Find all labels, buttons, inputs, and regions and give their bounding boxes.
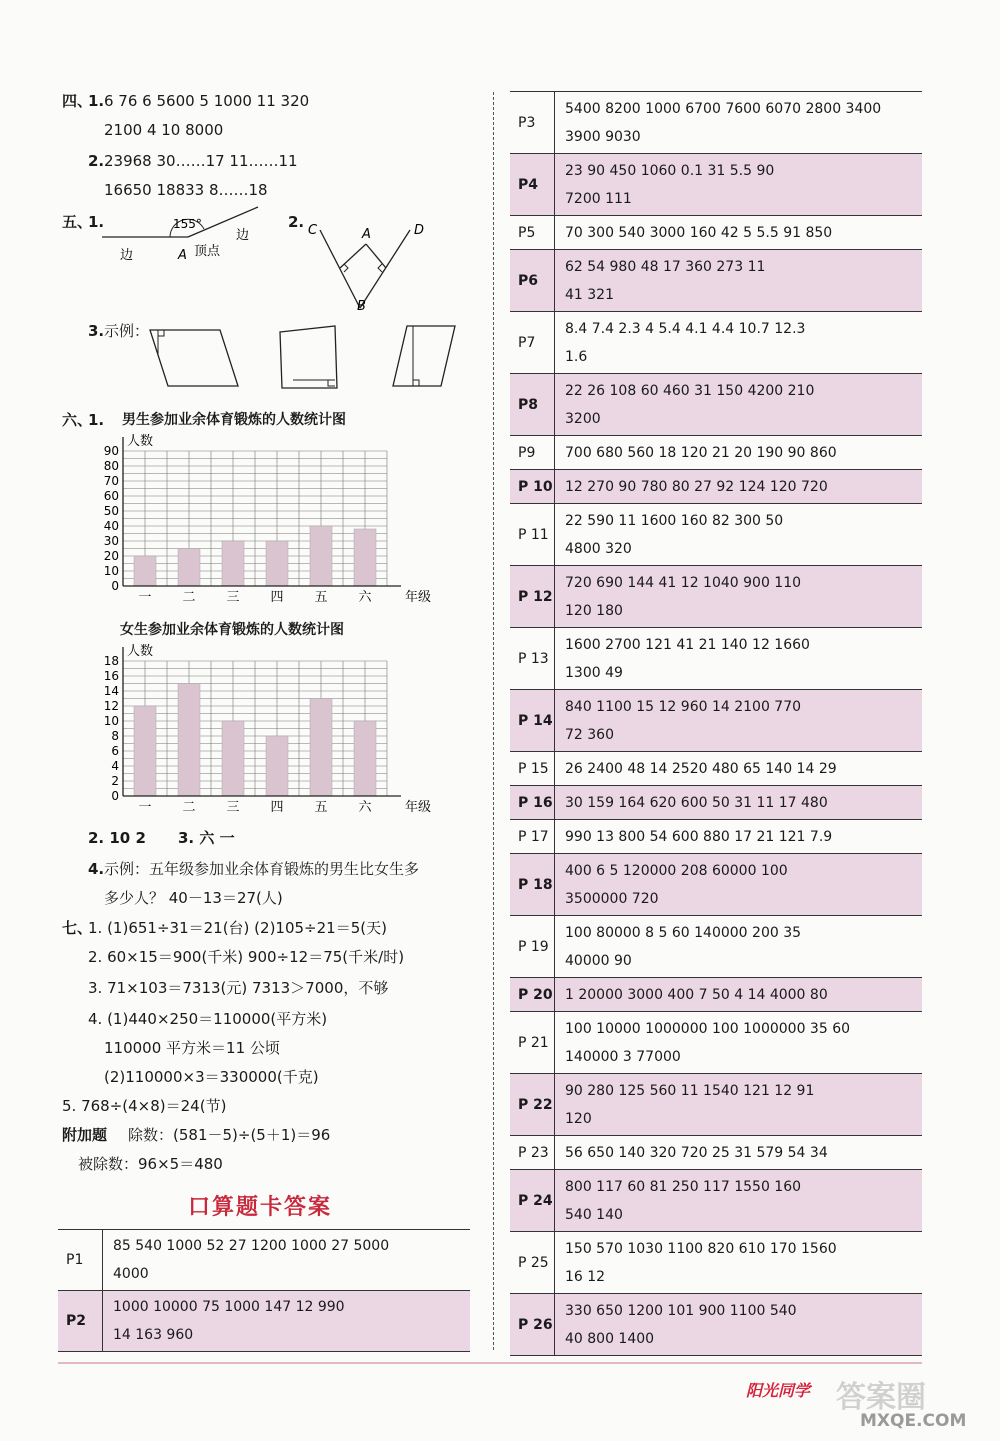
s4-q2-answer-line1: 23968 30……17 11……11 bbox=[104, 152, 298, 170]
point-b: B bbox=[357, 299, 366, 314]
values-cell: 22 26 108 60 460 31 150 4200 210 3200 bbox=[555, 374, 923, 436]
page-cell: P 26 bbox=[510, 1294, 555, 1356]
y-tick-label: 12 bbox=[103, 699, 119, 713]
oral-answers-title: 口算题卡答案 bbox=[188, 1194, 333, 1220]
table-row bbox=[510, 1074, 922, 1136]
x-tick-label: 一 bbox=[138, 590, 152, 605]
table-row bbox=[510, 92, 922, 154]
table-row bbox=[510, 1232, 922, 1294]
table-row bbox=[510, 374, 922, 436]
column-divider bbox=[493, 92, 494, 1350]
table-row bbox=[510, 216, 922, 250]
page-cell: P 22 bbox=[510, 1074, 555, 1136]
x-axis-label: 年级 bbox=[405, 800, 432, 815]
bar-一 bbox=[134, 706, 156, 796]
oral-table-right bbox=[510, 91, 922, 1356]
y-tick-label: 80 bbox=[103, 459, 119, 473]
chart2-title: 女生参加业余体育锻炼的人数统计图 bbox=[120, 622, 344, 638]
section-4-label: 四、 bbox=[62, 92, 93, 110]
values-cell: 30 159 164 620 600 50 31 11 17 480 bbox=[555, 786, 923, 820]
x-tick-label: 四 bbox=[270, 800, 284, 815]
y-tick-label: 0 bbox=[111, 579, 119, 593]
bar-六 bbox=[354, 721, 376, 796]
y-tick-label: 10 bbox=[103, 564, 119, 578]
table-row bbox=[58, 1230, 470, 1291]
page-cell: P 25 bbox=[510, 1232, 555, 1294]
values-cell: 700 680 560 18 120 21 20 190 90 860 bbox=[555, 436, 923, 470]
y-tick-label: 70 bbox=[103, 474, 119, 488]
point-a: A bbox=[362, 227, 371, 242]
x-tick-label: 五 bbox=[314, 800, 328, 815]
table-row bbox=[510, 312, 922, 374]
bar-三 bbox=[222, 541, 244, 586]
values-cell: 1 20000 3000 400 7 50 4 14 4000 80 bbox=[555, 978, 923, 1012]
values-cell: 23 90 450 1060 0.1 31 5.5 90 7200 111 bbox=[555, 154, 923, 216]
y-tick-label: 50 bbox=[103, 504, 119, 518]
page-cell: P7 bbox=[510, 312, 555, 374]
values-cell: 26 2400 48 14 2520 480 65 140 14 29 bbox=[555, 752, 923, 786]
values-cell: 56 650 140 320 720 25 31 579 54 34 bbox=[555, 1136, 923, 1170]
s6-q4-line1: 示例：五年级参加业余体育锻炼的男生比女生多 bbox=[104, 860, 420, 878]
s5-q1-number: 1. bbox=[88, 213, 105, 231]
s6-q1-number: 1. bbox=[88, 411, 105, 429]
page-cell: P 21 bbox=[510, 1012, 555, 1074]
values-cell: 90 280 125 560 11 1540 121 12 91 120 bbox=[555, 1074, 923, 1136]
height-examples-figure bbox=[145, 322, 465, 394]
chart1-title: 男生参加业余体育锻炼的人数统计图 bbox=[122, 412, 346, 428]
page-cell: P2 bbox=[58, 1291, 103, 1352]
bar-三 bbox=[222, 721, 244, 796]
table-row bbox=[510, 1294, 922, 1356]
s6-q4-line2: 多少人？ 40－13＝27(人) bbox=[104, 889, 283, 907]
s7-q3: 3. 71×103＝7313(元) 7313＞7000，不够 bbox=[88, 979, 389, 997]
perpendicular-figure bbox=[300, 218, 440, 314]
s7-q4-line1: 4. (1)440×250＝110000(平方米) bbox=[88, 1010, 328, 1028]
x-tick-label: 五 bbox=[314, 590, 328, 605]
page-cell: P8 bbox=[510, 374, 555, 436]
extra-line1: 除数：(581－5)÷(5＋1)＝96 bbox=[128, 1126, 331, 1144]
y-tick-label: 8 bbox=[111, 729, 119, 743]
page-cell: P 11 bbox=[510, 504, 555, 566]
y-axis-label: 人数 bbox=[127, 434, 154, 449]
x-tick-label: 三 bbox=[226, 800, 240, 815]
page-cell: P 17 bbox=[510, 820, 555, 854]
section-6-label: 六、 bbox=[62, 411, 93, 429]
page-cell: P 16 bbox=[510, 786, 555, 820]
values-cell: 8.4 7.4 2.3 4 5.4 4.1 4.4 10.7 12.3 1.6 bbox=[555, 312, 923, 374]
bar-一 bbox=[134, 556, 156, 586]
table-row bbox=[510, 436, 922, 470]
y-tick-label: 14 bbox=[103, 684, 119, 698]
values-cell: 5400 8200 1000 6700 7600 6070 2800 3400 3900 9030 bbox=[555, 92, 923, 154]
bar-五 bbox=[310, 699, 332, 797]
page-cell: P 15 bbox=[510, 752, 555, 786]
values-cell: 22 590 11 1600 160 82 300 50 4800 320 bbox=[555, 504, 923, 566]
table-row bbox=[510, 628, 922, 690]
table-row bbox=[510, 154, 922, 216]
table-row bbox=[510, 752, 922, 786]
point-d: D bbox=[414, 223, 425, 238]
values-cell: 12 270 90 780 80 27 92 124 120 720 bbox=[555, 470, 923, 504]
extra-label: 附加题 bbox=[62, 1126, 108, 1144]
page-cell: P 12 bbox=[510, 566, 555, 628]
table-row bbox=[510, 250, 922, 312]
watermark-url: MXQE.COM bbox=[860, 1411, 967, 1431]
table-row bbox=[510, 690, 922, 752]
section-5-label: 五、 bbox=[62, 213, 93, 231]
s7-q5: 5. 768÷(4×8)＝24(节) bbox=[62, 1097, 227, 1115]
y-tick-label: 18 bbox=[103, 654, 119, 668]
page-cell: P9 bbox=[510, 436, 555, 470]
page-cell: P 20 bbox=[510, 978, 555, 1012]
vertex-label: 顶点 bbox=[194, 244, 221, 259]
table-row bbox=[510, 854, 922, 916]
x-axis-label: 年级 bbox=[405, 590, 432, 605]
table-row bbox=[510, 566, 922, 628]
y-tick-label: 90 bbox=[103, 444, 119, 458]
bar-四 bbox=[266, 541, 288, 586]
oral-table-left bbox=[58, 1229, 470, 1352]
y-tick-label: 0 bbox=[111, 789, 119, 803]
bar-二 bbox=[178, 549, 200, 587]
values-cell: 62 54 980 48 17 360 273 11 41 321 bbox=[555, 250, 923, 312]
table-row bbox=[510, 470, 922, 504]
page-cell: P 18 bbox=[510, 854, 555, 916]
x-tick-label: 三 bbox=[226, 590, 240, 605]
s4-q1-answer-line2: 2100 4 10 8000 bbox=[104, 121, 224, 139]
values-cell: 100 10000 1000000 100 1000000 35 60 140000 3 77000 bbox=[555, 1012, 923, 1074]
section-7-label: 七、 bbox=[62, 919, 93, 937]
page-cell: P 13 bbox=[510, 628, 555, 690]
page-cell: P 24 bbox=[510, 1170, 555, 1232]
values-cell: 70 300 540 3000 160 42 5 5.5 91 850 bbox=[555, 216, 923, 250]
page-cell: P4 bbox=[510, 154, 555, 216]
y-tick-label: 16 bbox=[103, 669, 119, 683]
chart-boys bbox=[85, 428, 432, 608]
s4-q1-answer-line1: 6 76 6 5600 5 1000 11 320 bbox=[104, 92, 310, 110]
values-cell: 150 570 1030 1100 820 610 170 1560 16 12 bbox=[555, 1232, 923, 1294]
y-tick-label: 20 bbox=[103, 549, 119, 563]
table-row bbox=[510, 1170, 922, 1232]
bar-二 bbox=[178, 684, 200, 797]
table-row bbox=[510, 786, 922, 820]
values-cell: 840 1100 15 12 960 14 2100 770 72 360 bbox=[555, 690, 923, 752]
y-tick-label: 6 bbox=[111, 744, 119, 758]
s6-q3-answer: 3. 六 一 bbox=[178, 829, 235, 847]
values-cell: 1600 2700 121 41 21 140 12 1660 1300 49 bbox=[555, 628, 923, 690]
footer-rule bbox=[58, 1362, 922, 1364]
values-cell: 1000 10000 75 1000 147 12 990 14 163 960 bbox=[103, 1291, 471, 1352]
bar-五 bbox=[310, 526, 332, 586]
bar-四 bbox=[266, 736, 288, 796]
y-tick-label: 2 bbox=[111, 774, 119, 788]
page-cell: P6 bbox=[510, 250, 555, 312]
values-cell: 330 650 1200 101 900 1100 540 40 800 1400 bbox=[555, 1294, 923, 1356]
bar-六 bbox=[354, 529, 376, 586]
page-cell: P1 bbox=[58, 1230, 103, 1291]
x-tick-label: 二 bbox=[182, 800, 196, 815]
s5-q2-number: 2. bbox=[288, 213, 305, 231]
values-cell: 400 6 5 120000 208 60000 100 3500000 720 bbox=[555, 854, 923, 916]
y-tick-label: 4 bbox=[111, 759, 119, 773]
table-row bbox=[510, 1012, 922, 1074]
extra-line2: 被除数：96×5＝480 bbox=[78, 1155, 223, 1173]
page-cell: P 23 bbox=[510, 1136, 555, 1170]
x-tick-label: 二 bbox=[182, 590, 196, 605]
s4-q2-answer-line2: 16650 18833 8……18 bbox=[104, 181, 268, 199]
point-c: C bbox=[308, 223, 318, 238]
s4-q1-number: 1. bbox=[88, 92, 105, 110]
x-tick-label: 六 bbox=[358, 590, 372, 605]
table-row bbox=[58, 1291, 470, 1352]
vertex-letter: A bbox=[178, 248, 187, 263]
values-cell: 720 690 144 41 12 1040 900 110 120 180 bbox=[555, 566, 923, 628]
values-cell: 85 540 1000 52 27 1200 1000 27 5000 4000 bbox=[103, 1230, 471, 1291]
table-row bbox=[510, 820, 922, 854]
x-tick-label: 一 bbox=[138, 800, 152, 815]
values-cell: 800 117 60 81 250 117 1550 160 540 140 bbox=[555, 1170, 923, 1232]
page-cell: P3 bbox=[510, 92, 555, 154]
y-tick-label: 60 bbox=[103, 489, 119, 503]
s7-q1: 1. (1)651÷31＝21(台) (2)105÷21＝5(天) bbox=[88, 919, 387, 937]
table-row bbox=[510, 1136, 922, 1170]
table-row bbox=[510, 504, 922, 566]
y-tick-label: 40 bbox=[103, 519, 119, 533]
y-tick-label: 30 bbox=[103, 534, 119, 548]
s5-q3-number: 3. bbox=[88, 322, 105, 340]
s6-q4-number: 4. bbox=[88, 860, 105, 878]
angle-figure bbox=[100, 205, 275, 265]
page-cell: P5 bbox=[510, 216, 555, 250]
values-cell: 990 13 800 54 600 880 17 21 121 7.9 bbox=[555, 820, 923, 854]
x-tick-label: 四 bbox=[270, 590, 284, 605]
page-cell: P 10 bbox=[510, 470, 555, 504]
side-label-right: 边 bbox=[236, 228, 250, 243]
s7-q4-line2: 110000 平方米＝11 公顷 bbox=[104, 1039, 280, 1057]
page-cell: P 14 bbox=[510, 690, 555, 752]
values-cell: 100 80000 8 5 60 140000 200 35 40000 90 bbox=[555, 916, 923, 978]
s5-q3-text: 示例： bbox=[104, 322, 150, 340]
side-label-left: 边 bbox=[120, 248, 134, 263]
s6-q2-answer: 2. 10 2 bbox=[88, 829, 146, 847]
s7-q2: 2. 60×15＝900(千米) 900÷12＝75(千米/时) bbox=[88, 948, 405, 966]
table-row bbox=[510, 916, 922, 978]
s7-q4-line3: (2)110000×3＝330000(千克) bbox=[104, 1068, 319, 1086]
page-cell: P 19 bbox=[510, 916, 555, 978]
angle-value: 155° bbox=[173, 217, 202, 231]
s4-q2-number: 2. bbox=[88, 152, 105, 170]
y-axis-label: 人数 bbox=[127, 644, 154, 659]
table-row bbox=[510, 978, 922, 1012]
publisher-logo: 阳光同学 bbox=[746, 1381, 811, 1400]
chart-girls bbox=[85, 638, 432, 818]
watermark: 答案圈 bbox=[836, 1380, 926, 1415]
y-tick-label: 10 bbox=[103, 714, 119, 728]
x-tick-label: 六 bbox=[358, 800, 372, 815]
